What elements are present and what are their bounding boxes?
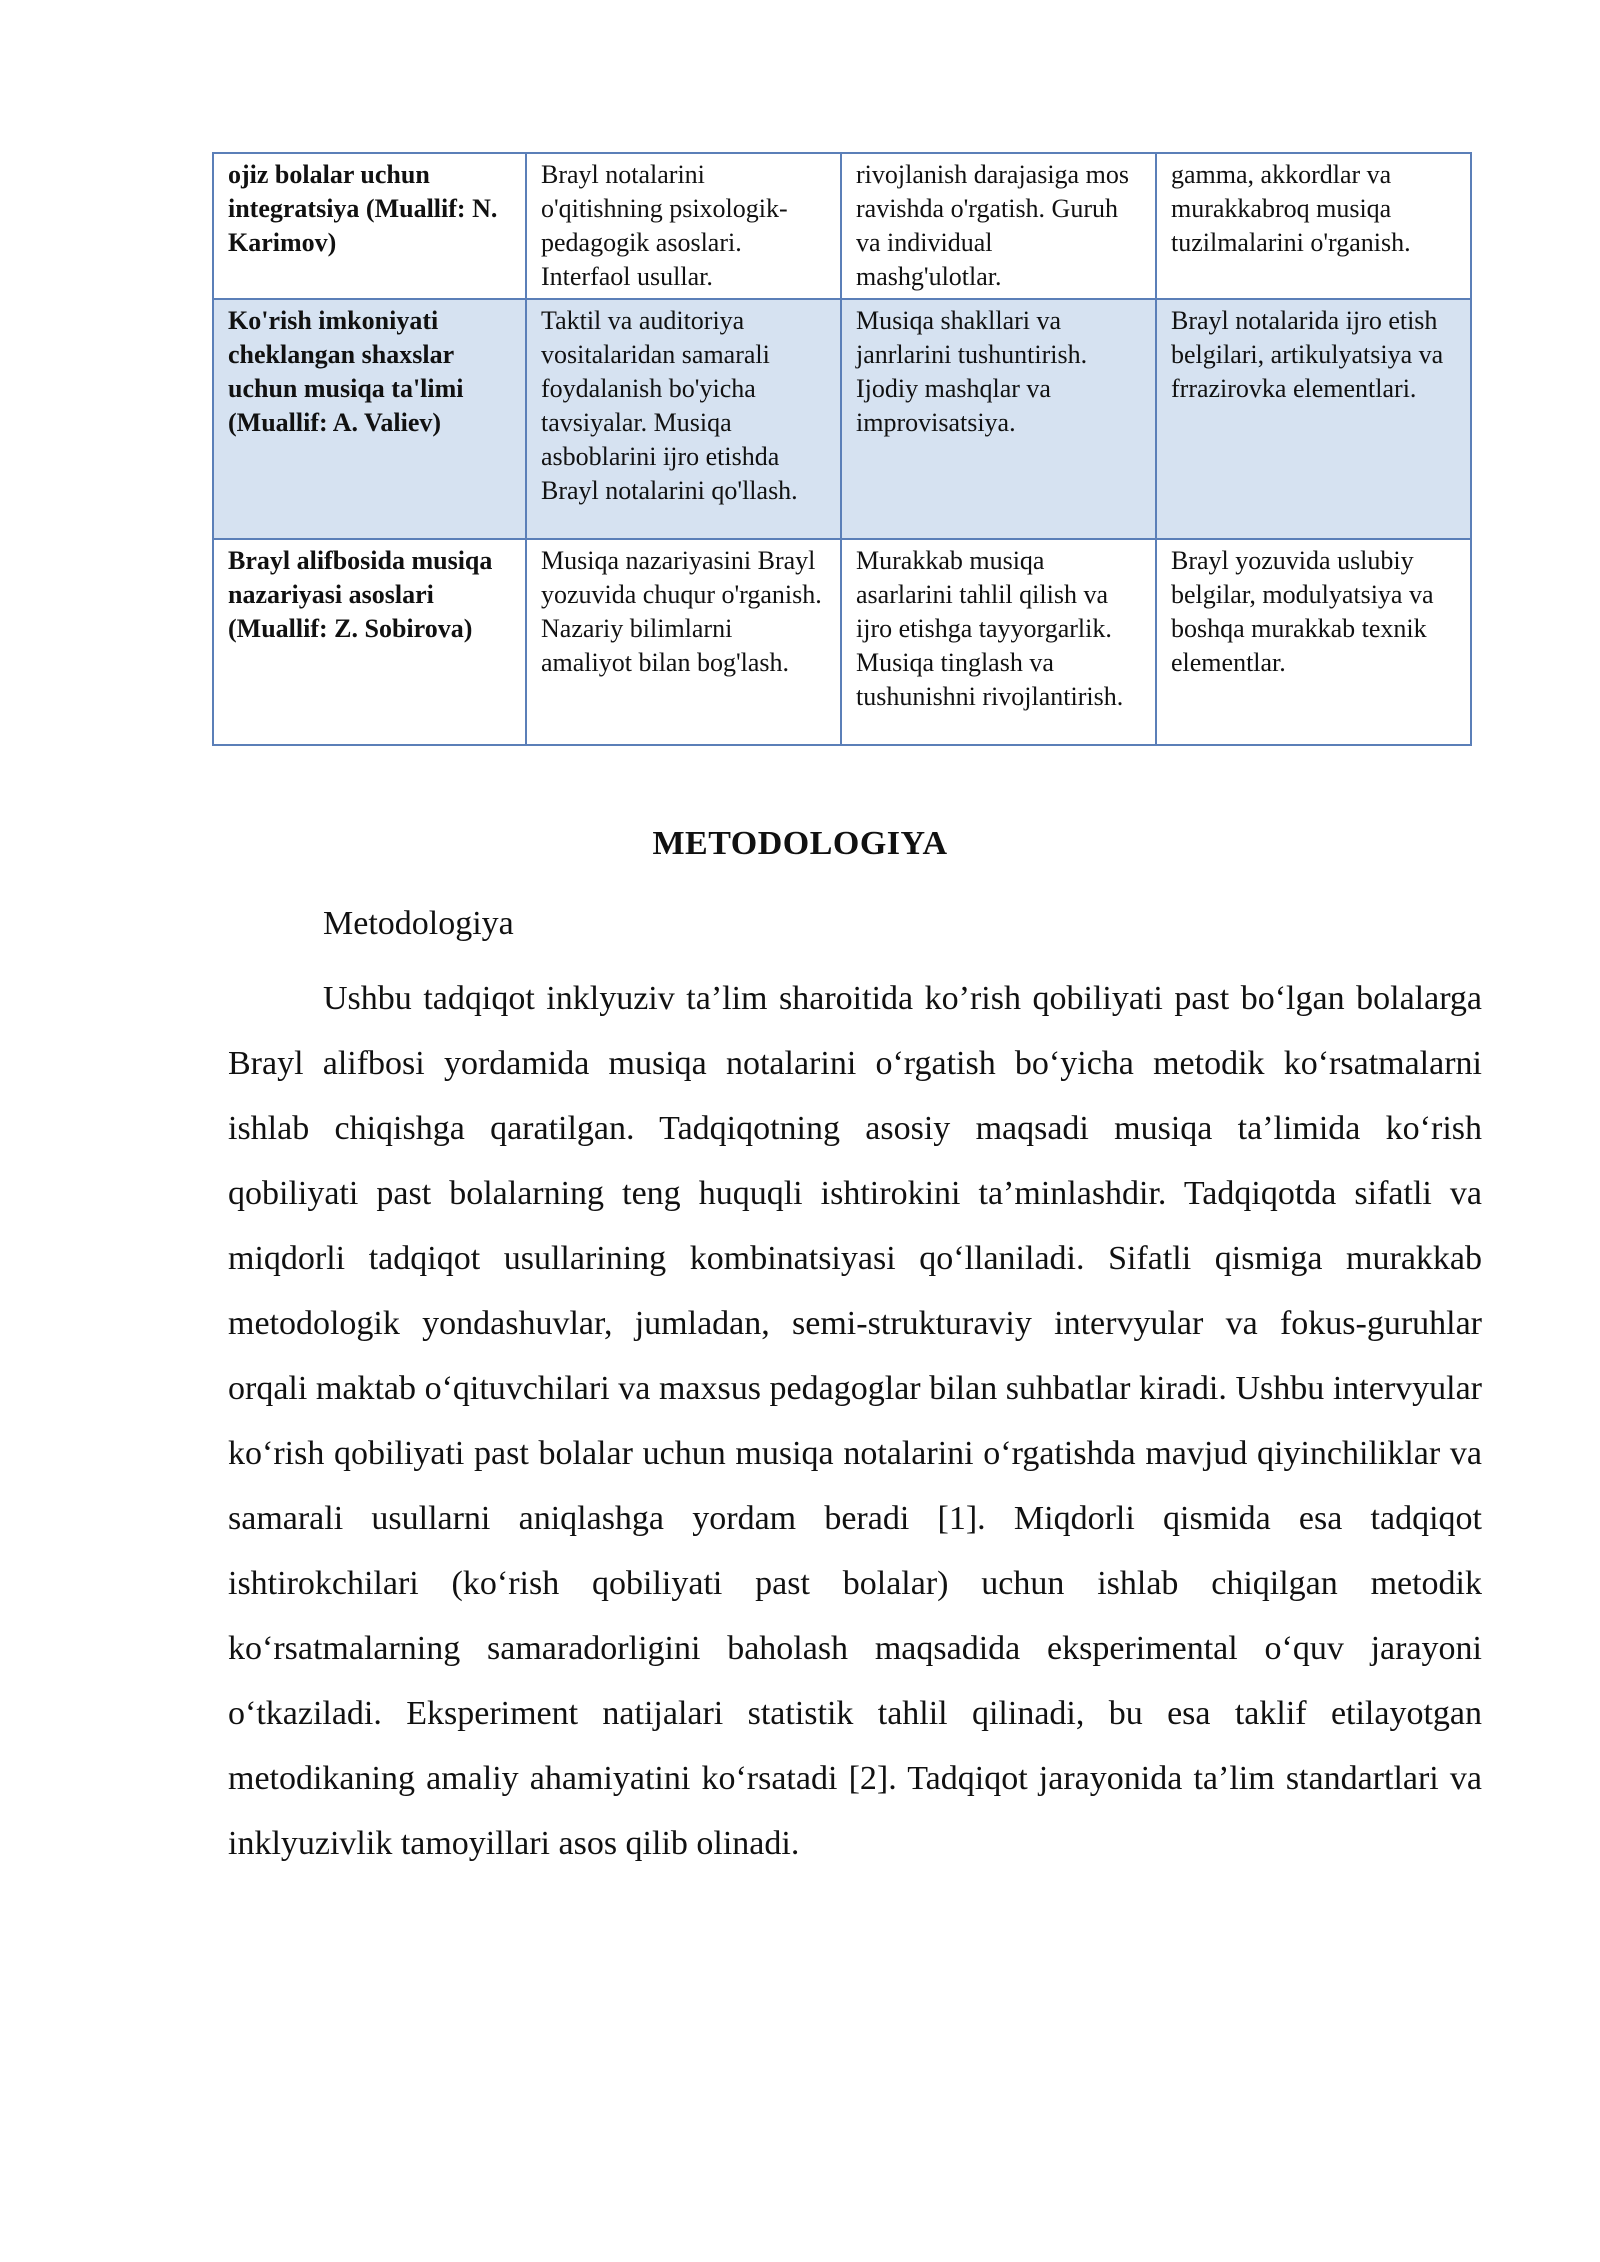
table-cell: gamma, akkordlar va murakkabroq musiqa tuzilmalarini o'rganish. xyxy=(1156,153,1471,299)
table-row xyxy=(213,153,1471,299)
body-paragraph: Ushbu tadqiqot inklyuziv ta’lim sharoitida ko’rish qobiliyati past bo‘lgan bolalarga Brayl alifbosi yordamida musiqa notalarini o‘rgatish bo‘yicha metodik ko‘rsatmalarni ishlab chiqishga qaratilgan. Tadqiqotning asosiy maqsadi musiqa ta’limida ko‘rish qobiliyati past bolalarning teng huquqli ishtirokini ta’minlashdir. Tadqiqotda sifatli va miqdorli tadqiqot usullarining kombinatsiyasi qo‘llaniladi. Sifatli qismiga murakkab metodologik yondashuvlar, jumladan, semi-strukturaviy intervyular va fokus-guruhlar orqali maktab o‘qituvchilari va maxsus pedagoglar bilan suhbatlar kiradi. Ushbu intervyular ko‘rish qobiliyati past bolalar uchun musiqa notalarini o‘rgatishda mavjud qiyinchiliklar va samarali usullarni aniqlashga yordam beradi [1]. Miqdorli qismida esa tadqiqot ishtirokchilari (ko‘rish qobiliyati past bolalar) uchun ishlab chiqilgan metodik ko‘rsatmalarning samaradorligini baholash maqsadida eksperimental o‘quv jarayoni o‘tkaziladi. Eksperiment natijalari statistik tahlil qilinadi, bu esa taklif etilayotgan metodikaning amaliy ahamiyatini ko‘rsatadi [2]. Tadqiqot jarayonida ta’lim standartlari va inklyuzivlik tamoyillari asos qilib olinadi. xyxy=(228,980,1482,1862)
table-cell-title: Brayl alifbosida musiqa nazariyasi asoslari (Muallif: Z. Sobirova) xyxy=(213,539,526,745)
methodology-table xyxy=(212,152,1472,746)
table-cell: Musiqa shakllari va janrlarini tushuntirish. Ijodiy mashqlar va improvisatsiya. xyxy=(841,299,1156,539)
table-row xyxy=(213,539,1471,745)
table-cell: Musiqa nazariyasini Brayl yozuvida chuqur o'rganish. Nazariy bilimlarni amaliyot bilan bog'lash. xyxy=(526,539,841,745)
table-cell: Brayl yozuvida uslubiy belgilar, modulyatsiya va boshqa murakkab texnik elementlar. xyxy=(1156,539,1471,745)
table-row xyxy=(213,299,1471,539)
table-cell-title: ojiz bolalar uchun integratsiya (Muallif: N. Karimov) xyxy=(213,153,526,299)
section-subheading: Metodologiya xyxy=(323,905,514,942)
table-cell: Murakkab musiqa asarlarini tahlil qilish va ijro etishga tayyorgarlik. Musiqa tinglash va tushunishni rivojlantirish. xyxy=(841,539,1156,745)
table-cell: Taktil va auditoriya vositalaridan samarali foydalanish bo'yicha tavsiyalar. Musiqa asboblarini ijro etishda Brayl notalarini qo'llash. xyxy=(526,299,841,539)
table-cell: Brayl notalarida ijro etish belgilari, artikulyatsiya va frrazirovka elementlari. xyxy=(1156,299,1471,539)
table-cell-title: Ko'rish imkoniyati cheklangan shaxslar uchun musiqa ta'limi (Muallif: A. Valiev) xyxy=(213,299,526,539)
table-cell: Brayl notalarini o'qitishning psixologik-pedagogik asoslari. Interfaol usullar. xyxy=(526,153,841,299)
table-cell: rivojlanish darajasiga mos ravishda o'rgatish. Guruh va individual mashg'ulotlar. xyxy=(841,153,1156,299)
section-heading: METODOLOGIYA xyxy=(652,825,948,862)
